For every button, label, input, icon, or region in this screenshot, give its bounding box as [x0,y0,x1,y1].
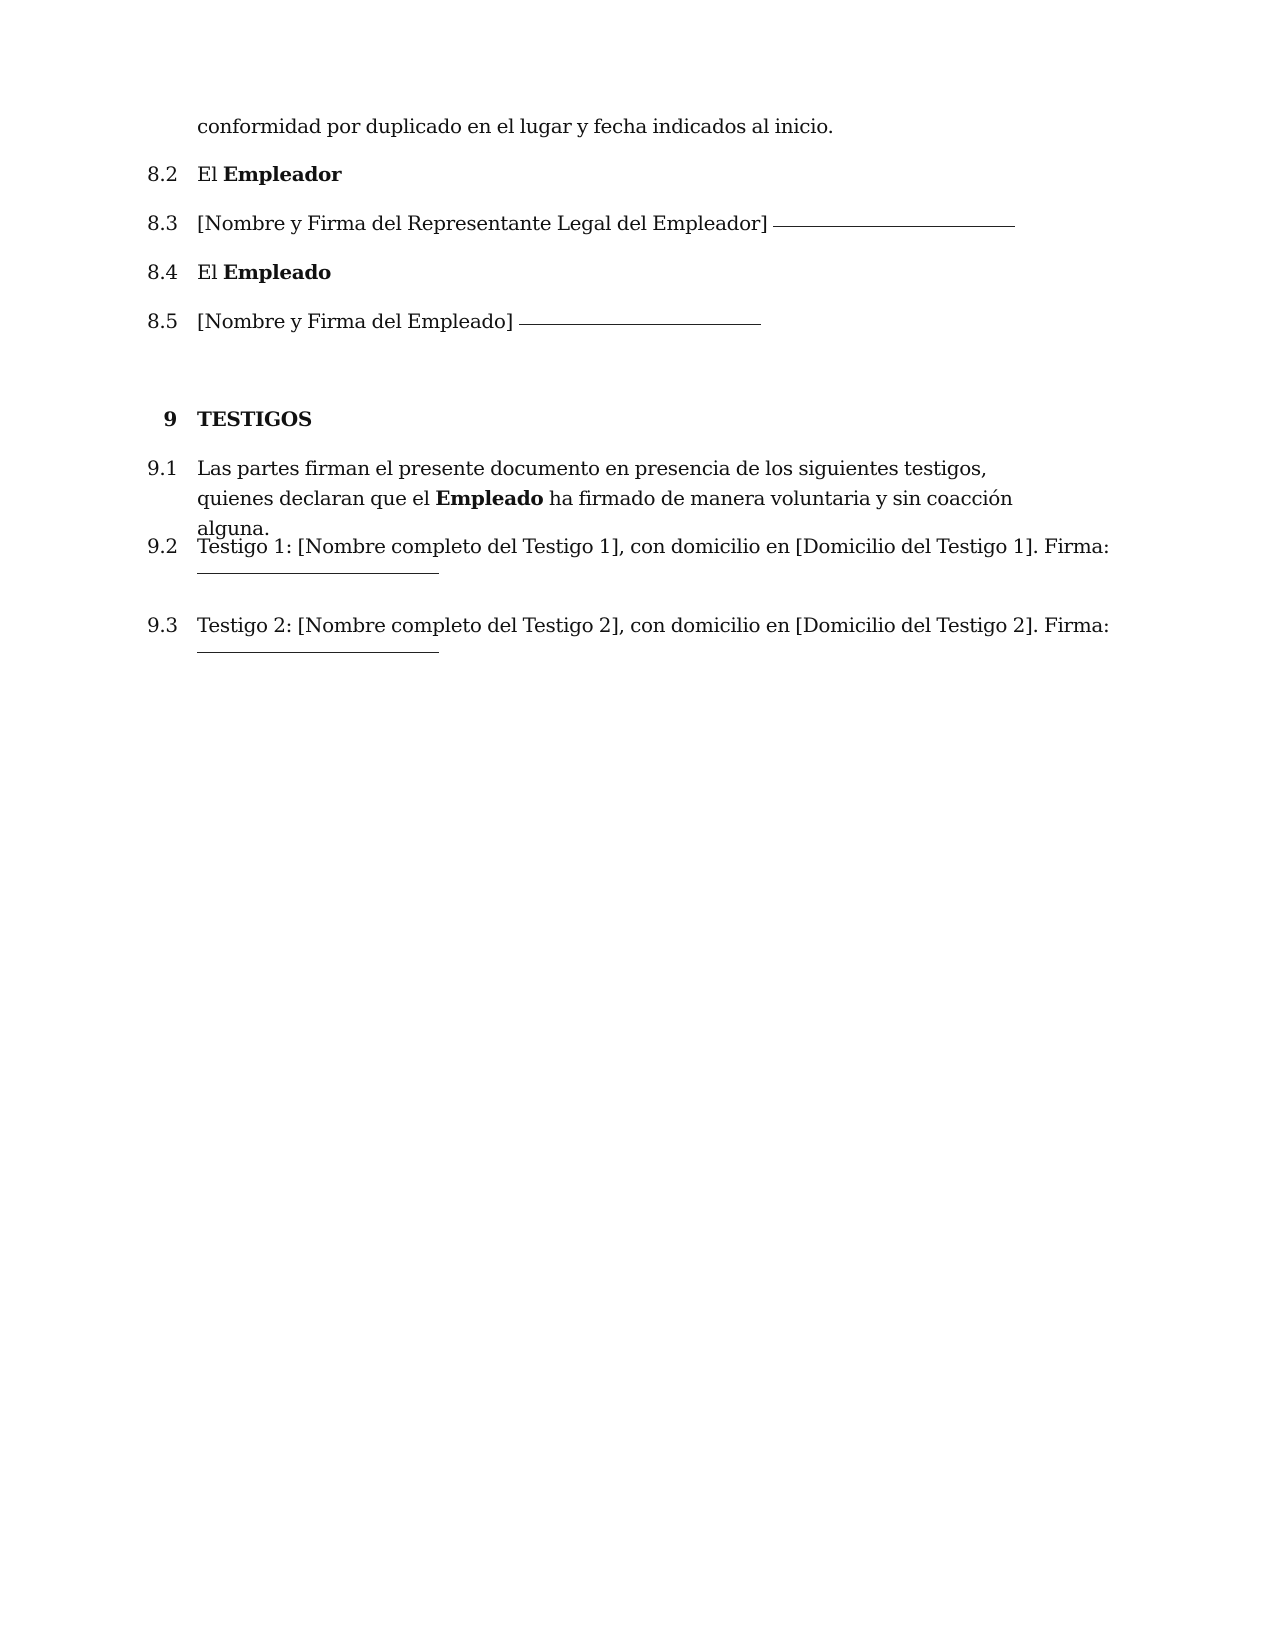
clause-number: 9.1 [147,456,178,480]
party-employee-label: Empleado [222,260,332,284]
witness-2-signature-wrap [197,652,1127,653]
clause-8-5 [147,306,1127,336]
clause-text [197,531,1110,561]
clause-text [197,453,1027,543]
witness-1-signature-wrap [197,573,1127,574]
employer-signature-label: [Nombre y Firma del Representante Legal del Empleador] [197,211,768,235]
clause-8-3 [147,208,1127,238]
clause-number: 9.3 [147,613,178,637]
employee-signature-label: [Nombre y Firma del Empleado] [197,309,514,333]
clause-text-before: Las partes firman el presente documento en presencia de los siguientes testigos, quienes declaran que el [197,456,987,510]
clause-text [197,257,1127,287]
clause-text [197,610,1110,640]
party-employer-label: Empleador [222,162,342,186]
clause-text [197,306,1127,336]
witness-1-text: Testigo 1: [Nombre completo del Testigo 1], con domicilio en [Domicilio del Testigo 1]. Firma: [197,534,1110,558]
clause-number: 8.3 [147,211,178,235]
employee-signature-line [519,324,761,325]
section-title: TESTIGOS [197,407,312,431]
clause-number: 8.5 [147,309,178,333]
section-9-heading [147,404,1127,434]
clause-text [197,159,1127,189]
continuation-text: conformidad por duplicado en el lugar y fecha indicados al inicio. [197,114,834,138]
witness-1-signature-line [197,573,439,574]
clause-number: 8.4 [147,260,178,284]
clause-8-4 [147,257,1127,287]
clause-9-3 [147,610,1127,653]
clause-prefix: El [197,260,223,284]
clause-number: 8.2 [147,162,178,186]
clause-number: 9.2 [147,534,178,558]
clause-8-2 [147,159,1127,189]
witness-2-signature-line [197,652,439,653]
witness-2-text: Testigo 2: [Nombre completo del Testigo 2], con domicilio en [Domicilio del Testigo 2]. Firma: [197,613,1110,637]
clause-text-after: ha firmado de manera voluntaria y sin coacción alguna. [197,486,1013,540]
clause-text [197,208,1127,238]
party-employee-label: Empleado [435,486,544,510]
section-number: 9 [163,407,177,431]
clause-prefix: El [197,162,223,186]
clause-9-2 [147,531,1127,574]
employer-signature-line [773,226,1015,227]
clause-9-1 [147,453,1127,543]
paragraph-continuation [147,111,1127,141]
